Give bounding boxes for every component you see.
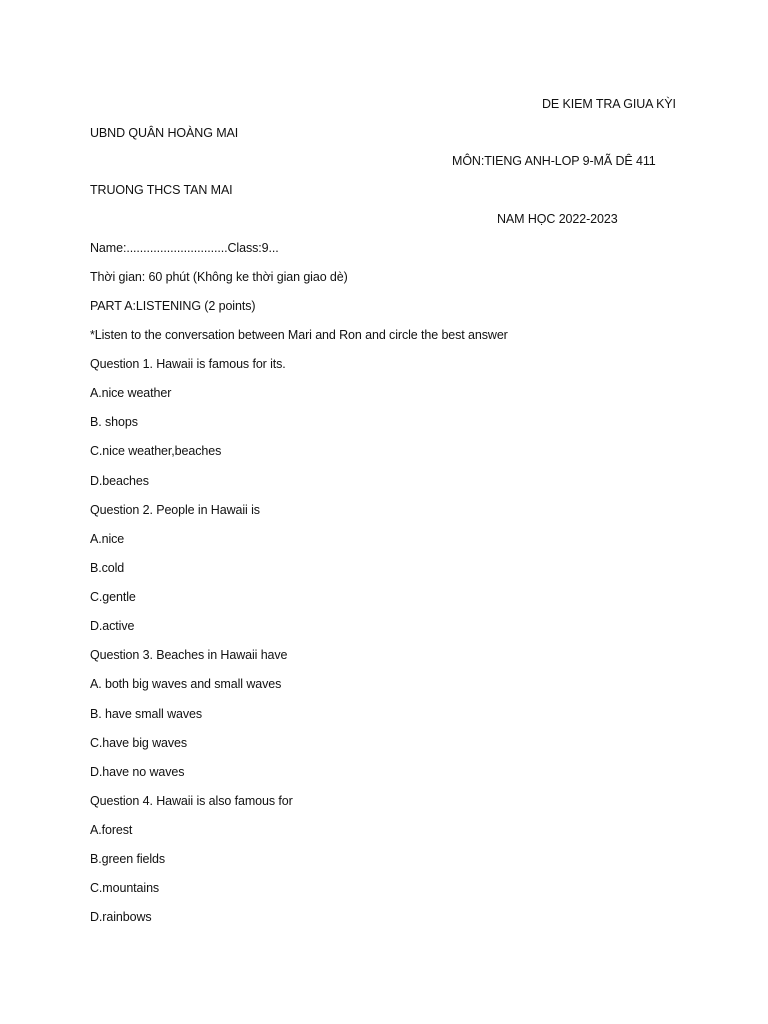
name-class-line: Name:..............................Class:9... [90, 241, 279, 255]
question-4-prompt: Question 4. Hawaii is also famous for [90, 794, 293, 808]
school-name: TRUONG THCS TAN MAI [90, 183, 233, 197]
question-1-option-b: B. shops [90, 415, 138, 429]
school-year: NAM HỌC 2022-2023 [497, 212, 618, 226]
question-2-option-d: D.active [90, 619, 135, 633]
question-1-option-a: A.nice weather [90, 386, 172, 400]
question-1-prompt: Question 1. Hawaii is famous for its. [90, 357, 286, 371]
district-name: UBND QUÂN HOÀNG MAI [90, 126, 239, 140]
question-3-option-d: D.have no waves [90, 765, 185, 779]
question-4-option-a: A.forest [90, 823, 133, 837]
subject-line: MÔN:TIENG ANH-LOP 9-MÃ DÊ 411 [452, 154, 656, 168]
question-2-option-b: B.cold [90, 561, 125, 575]
question-1-option-c: C.nice weather,beaches [90, 444, 222, 458]
question-4-option-c: C.mountains [90, 881, 160, 895]
question-3-prompt: Question 3. Beaches in Hawaii have [90, 648, 288, 662]
question-3-option-a: A. both big waves and small waves [90, 677, 282, 691]
question-4-option-b: B.green fields [90, 852, 166, 866]
question-2-prompt: Question 2. People in Hawaii is [90, 503, 260, 517]
question-1-option-d: D.beaches [90, 474, 149, 488]
question-3-option-c: C.have big waves [90, 736, 188, 750]
question-2-option-a: A.nice [90, 532, 125, 546]
question-2-option-c: C.gentle [90, 590, 136, 604]
part-a-title: PART A:LISTENING (2 points) [90, 299, 256, 313]
part-a-instruction: *Listen to the conversation between Mari and Ron and circle the best answer [90, 328, 508, 342]
question-4-option-d: D.rainbows [90, 910, 152, 924]
exam-title: DE KIEM TRA GIUA KỲI [542, 97, 676, 111]
question-3-option-b: B. have small waves [90, 707, 203, 721]
time-line: Thời gian: 60 phút (Không ke thời gian giao dè) [90, 270, 348, 284]
